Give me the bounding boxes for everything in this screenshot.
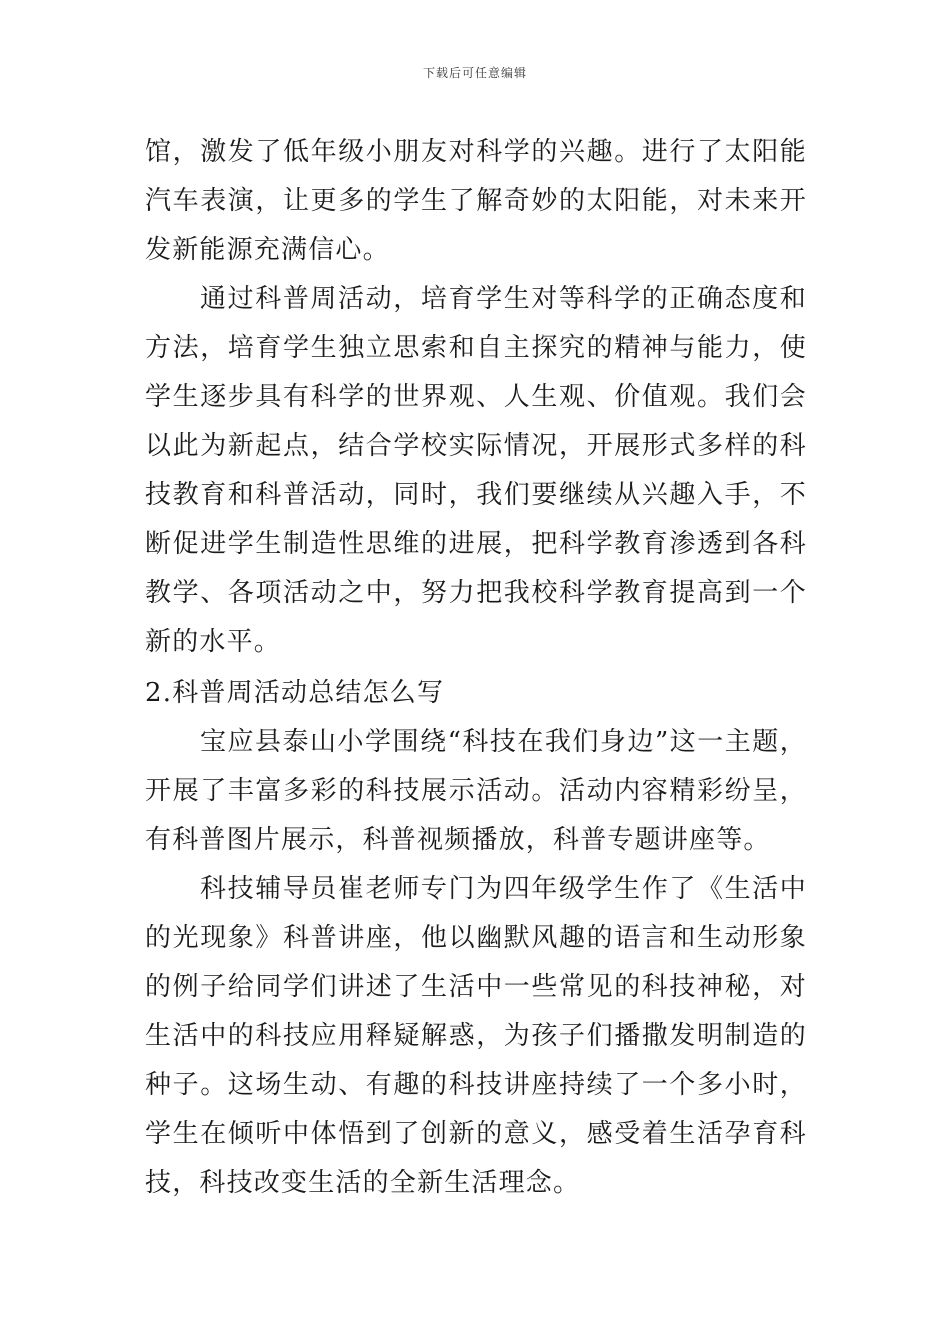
section-2-body xyxy=(145,669,807,1208)
paragraph-continuation: 馆，激发了低年级小朋友对科学的兴趣。进行了太阳能汽车表演，让更多的学生了解奇妙的太阳能，对未来开发新能源充满信心。 xyxy=(145,137,807,265)
paragraph-science-week-goals: 通过科普周活动，培育学生对等科学的正确态度和方法，培育学生独立思索和自主探究的精神与能力，使学生逐步具有科学的世界观、人生观、价值观。我们会以此为新起点，结合学校实际情况，开展形式多样的科技教育和科普活动，同时，我们要继续从兴趣入手，不断促进学生制造性思维的进展，把科学教育渗透到各科教学、各项活动之中，努力把我校科学教育提高到一个新的水平。 xyxy=(145,284,807,657)
section-1-body xyxy=(145,128,807,667)
paragraph-lecture: 科技辅导员崔老师专门为四年级学生作了《生活中的光现象》科普讲座，他以幽默风趣的语言和生动形象的例子给同学们讲述了生活中一些常见的科技神秘，对生活中的科技应用释疑解惑，为孩子们播撒发明制造的种子。这场生动、有趣的科技讲座持续了一个多小时，学生在倾听中体悟到了创新的意义，感受着生活孕育科技，科技改变生活的全新生活理念。 xyxy=(145,874,807,1198)
page-header-note: 下载后可任意编辑 xyxy=(422,66,527,80)
paragraph-school-activity: 宝应县泰山小学围绕“科技在我们身边”这一主题，开展了丰富多彩的科技展示活动。活动内容精彩纷呈，有科普图片展示，科普视频播放，科普专题讲座等。 xyxy=(145,727,807,855)
section-heading: 2.科普周活动总结怎么写 xyxy=(145,678,445,708)
